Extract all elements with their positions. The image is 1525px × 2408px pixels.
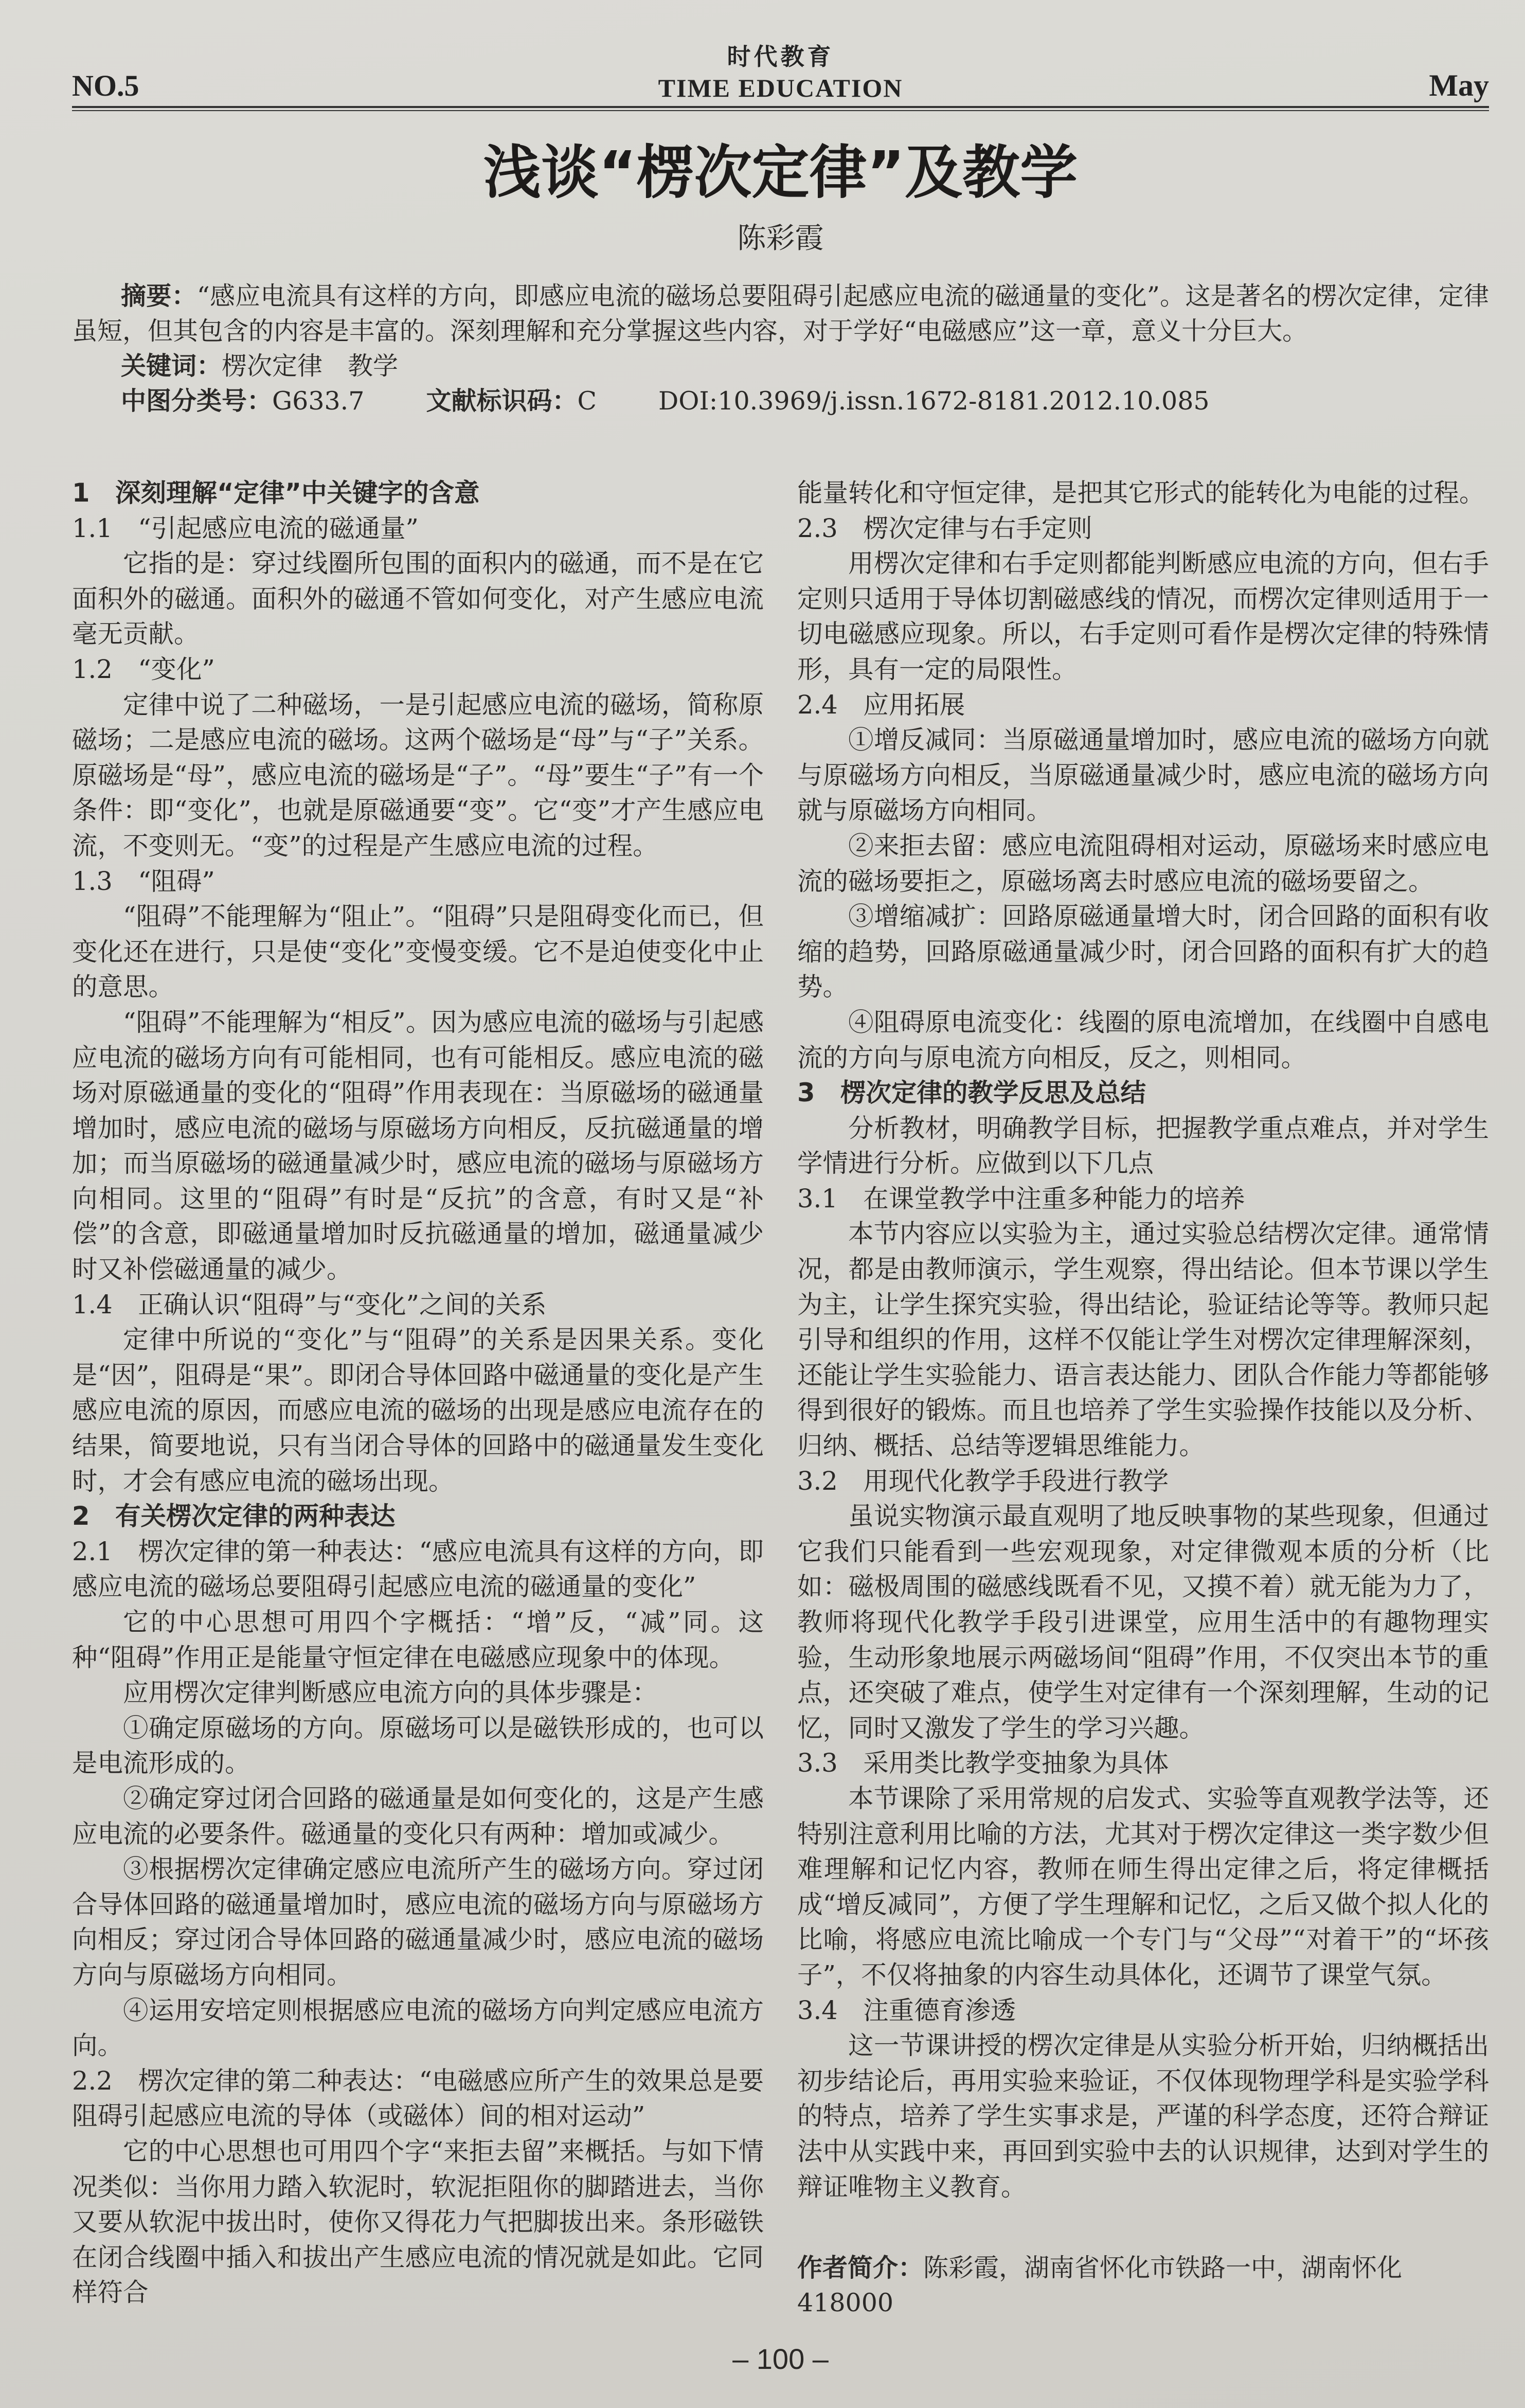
article-meta	[121, 384, 1489, 419]
article-title: 浅谈“楞次定律”及教学	[483, 139, 1078, 206]
paragraph: 能量转化和守恒定律，是把其它形式的能转化为电能的过程。	[797, 478, 1485, 508]
right-column	[797, 475, 1489, 2204]
paragraph: ③根据楞次定律确定感应电流所产生的磁场方向。穿过闭合导体回路的磁通量增加时，感应电流的磁场方向与原磁场方向相反；穿过闭合导体回路的磁通量减少时，感应电流的磁场方向与原磁场方向相同。	[72, 1854, 764, 1990]
paragraph: ②来拒去留：感应电流阻碍相对运动，原磁场来时感应电流的磁场要拒之，原磁场离去时感应电流的磁场要留之。	[797, 830, 1489, 896]
paragraph: ③增缩减扩：回路原磁通量增大时，闭合回路的面积有收缩的趋势，回路原磁通量减少时，闭合回路的面积有扩大的趋势。	[797, 901, 1489, 1002]
header-rule-thin	[72, 110, 1489, 111]
article-author: 陈彩霞	[737, 222, 824, 255]
journal-name-en: TIME EDUCATION	[658, 74, 903, 102]
paragraph: 虽说实物演示最直观明了地反映事物的某些现象，但通过它我们只能看到一些宏观现象，对定律微观本质的分析（比如：磁极周围的磁感线既看不见，又摸不着）就无能为力了，教师将现代化教学手段引进课堂，应用生活中的有趣物理实验，生动形象地展示两磁场间“阻碍”作用，不仅突出本节的重点，还突破了难点，使学生对定律有一个深刻理解，生动的记忆，同时又激发了学生的学习兴趣。	[797, 1501, 1489, 1743]
paragraph: ④阻碍原电流变化：线圈的原电流增加，在线圈中自感电流的方向与原电流方向相反，反之，则相同。	[797, 1007, 1489, 1073]
doi: DOI:10.3969/j.issn.1672-8181.2012.10.085	[658, 386, 1210, 416]
paragraph: 它的中心思想也可用四个字“来拒去留”来概括。与如下情况类似：当你用力踏入软泥时，软泥拒阻你的脚踏进去，当你又要从软泥中拔出时，使你又得花力气把脚拔出来。条形磁铁在闭合线圈中插入和拔出产生感应电流的情况就是如此。它同样符合	[72, 2136, 764, 2308]
issue-month: May	[1429, 68, 1489, 102]
journal-masthead	[658, 41, 903, 104]
section-heading: 2 有关楞次定律的两种表达	[72, 1501, 396, 1531]
paragraph: “阻碍”不能理解为“阻止”。“阻碍”只是阻碍变化而已，但变化还在进行，只是使“变化”变慢变缓。它不是迫使变化中止的意思。	[72, 901, 764, 1002]
classification-value: G633.7	[272, 386, 365, 416]
classification-label: 中图分类号：	[121, 386, 273, 416]
paragraph: ④运用安培定则根据感应电流的磁场方向判定感应电流方向。	[72, 1995, 764, 2061]
issue-number: NO.5	[72, 69, 139, 102]
right-column-wrap	[797, 475, 1489, 2321]
subsection-heading: 3.3 采用类比教学变抽象为具体	[797, 1748, 1169, 1778]
subsection-heading: 3.4 注重德育渗透	[797, 1995, 1016, 2025]
author-bio	[797, 2251, 1489, 2321]
paragraph: 它的中心思想可用四个字概括：“增”反，“减”同。这种“阻碍”作用正是能量守恒定律在电磁感应现象中的体现。	[72, 1607, 764, 1672]
paragraph: 用楞次定律和右手定则都能判断感应电流的方向，但右手定则只适用于导体切割磁感线的情况，而楞次定律则适用于一切电磁感应现象。所以，右手定则可看作是楞次定律的特殊情形，具有一定的局限性。	[797, 548, 1489, 684]
doc-code-label: 文献标识码：	[426, 386, 578, 416]
page-number: – 100 –	[732, 2343, 829, 2376]
header-rule	[72, 106, 1489, 108]
subsection-heading: 1.1 “引起感应电流的磁通量”	[72, 513, 419, 543]
paragraph: 分析教材，明确教学目标，把握教学重点难点，并对学生学情进行分析。应做到以下几点	[797, 1113, 1489, 1179]
paragraph: 它指的是：穿过线圈所包围的面积内的磁通，而不是在它面积外的磁通。面积外的磁通不管如何变化，对产生感应电流毫无贡献。	[72, 548, 764, 649]
paragraph: 定律中所说的“变化”与“阻碍”的关系是因果关系。变化是“因”，阻碍是“果”。即闭合导体回路中磁通量的变化是产生感应电流的原因，而感应电流的磁场的出现是感应电流存在的结果，简要地说，只有当闭合导体的回路中的磁通量发生变化时，才会有感应电流的磁场出现。	[72, 1325, 764, 1496]
paragraph: ②确定穿过闭合回路的磁通量是如何变化的，这是产生感应电流的必要条件。磁通量的变化只有两种：增加或减少。	[72, 1783, 764, 1849]
subsection-heading: 3.2 用现代化教学手段进行教学	[797, 1466, 1169, 1496]
subsection-heading: 1.4 正确认识“阻碍”与“变化”之间的关系	[72, 1289, 547, 1319]
paragraph: 本节课除了采用常规的启发式、实验等直观教学法等，还特别注意利用比喻的方法，尤其对于楞次定律这一类字数少但难理解和记忆内容，教师在师生得出定律之后，将定律概括成“增反减同”，方便了学生理解和记忆，之后又做个拟人化的比喻，将感应电流比喻成一个专门与“父母”“对着干”的“坏孩子”，不仅将抽象的内容生动具体化，还调节了课堂气氛。	[797, 1783, 1489, 1990]
paragraph: ①增反减同：当原磁通量增加时，感应电流的磁场方向就与原磁场方向相反，当原磁通量减少时，感应电流的磁场方向就与原磁场方向相同。	[797, 725, 1489, 826]
subsection-heading: 2.3 楞次定律与右手定则	[797, 513, 1092, 543]
doc-code	[426, 384, 597, 419]
author-bio-label: 作者简介：	[797, 2253, 924, 2283]
abstract-text: “感应电流具有这样的方向，即感应电流的磁场总要阻碍引起感应电流的磁通量的变化”。这是著名的楞次定律，定律虽短，但其包含的内容是丰富的。深刻理解和充分掌握这些内容，对于学好“电磁感应”这一章，意义十分巨大。	[72, 281, 1489, 346]
journal-name-cn: 时代教育	[727, 43, 834, 70]
classification	[121, 384, 364, 419]
subsection-heading: 2.4 应用拓展	[797, 689, 965, 720]
paragraph: 本节内容应以实验为主，通过实验总结楞次定律。通常情况，都是由教师演示，学生观察，得出结论。但本节课以学生为主，让学生探究实验，得出结论，验证结论等等。教师只起引导和组织的作用，这样不仅能让学生对楞次定律理解深刻，还能让学生实验能力、语言表达能力、团队合作能力等都能够得到很好的锻炼。而且也培养了学生实验操作技能以及分析、归纳、概括、总结等逻辑思维能力。	[797, 1219, 1489, 1461]
paragraph: 应用楞次定律判断感应电流方向的具体步骤是：	[123, 1678, 658, 1708]
abstract	[72, 279, 1489, 349]
running-header	[72, 41, 1489, 104]
abstract-label: 摘要：	[121, 281, 197, 311]
body-columns	[72, 475, 1489, 2321]
subsection-heading: 2.2 楞次定律的第二种表达：“电磁感应所产生的效果总是要阻碍引起感应电流的导体（或磁体）间的相对运动”	[72, 2065, 764, 2131]
left-column	[72, 475, 764, 2321]
keywords-text: 楞次定律 教学	[222, 351, 399, 381]
subsection-heading: 1.3 “阻碍”	[72, 866, 215, 896]
section-heading: 1 深刻理解“定律”中关键字的含意	[72, 478, 480, 508]
author-bio-text: 陈彩霞，湖南省怀化市铁路一中，湖南怀化 418000	[797, 2253, 1428, 2318]
paragraph: 定律中说了二种磁场，一是引起感应电流的磁场，简称原磁场；二是感应电流的磁场。这两个磁场是“母”与“子”关系。原磁场是“母”，感应电流的磁场是“子”。“母”要生“子”有一个条件：即“变化”，也就是原磁通要“变”。它“变”才产生感应电流，不变则无。“变”的过程是产生感应电流的过程。	[72, 689, 764, 861]
keywords-label: 关键词：	[121, 351, 222, 381]
keywords	[121, 349, 1489, 384]
subsection-heading: 2.1 楞次定律的第一种表达：“感应电流具有这样的方向，即感应电流的磁场总要阻碍引起感应电流的磁通量的变化”	[72, 1536, 764, 1602]
doc-code-value: C	[577, 386, 597, 416]
section-heading: 3 楞次定律的教学反思及总结	[797, 1078, 1146, 1108]
subsection-heading: 3.1 在课堂教学中注重多种能力的培养	[797, 1183, 1245, 1214]
paragraph: “阻碍”不能理解为“相反”。因为感应电流的磁场与引起感应电流的磁场方向有可能相同，也有可能相反。感应电流的磁场对原磁通量的变化的“阻碍”作用表现在：当原磁场的磁通量增加时，感应电流的磁场与原磁场方向相反，反抗磁通量的增加；而当原磁场的磁通量减少时，感应电流的磁场与原磁场方向相同。这里的“阻碍”有时是“反抗”的含意，有时又是“补偿”的含意，即磁通量增加时反抗磁通量的增加，磁通量减少时又补偿磁通量的减少。	[72, 1007, 764, 1285]
subsection-heading: 1.2 “变化”	[72, 654, 215, 684]
paragraph: 这一节课讲授的楞次定律是从实验分析开始，归纳概括出初步结论后，再用实验来验证，不仅体现物理学科是实验学科的特点，培养了学生实事求是，严谨的科学态度，还符合辩证法中从实践中来，再回到实验中去的认识规律，达到对学生的辩证唯物主义教育。	[797, 2030, 1489, 2202]
paragraph: ①确定原磁场的方向。原磁场可以是磁铁形成的，也可以是电流形成的。	[72, 1713, 764, 1778]
